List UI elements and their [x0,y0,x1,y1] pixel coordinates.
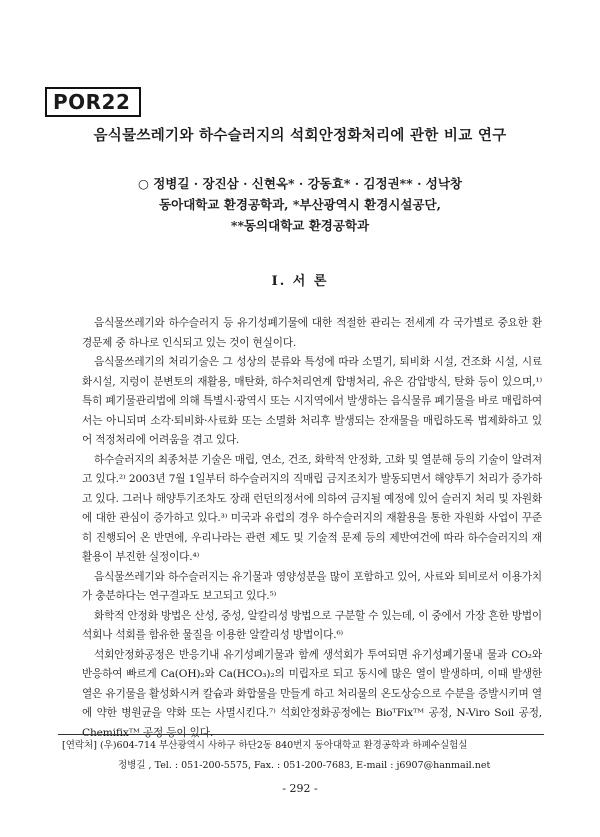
page-number: - 292 - [282,782,318,795]
affiliation-line-2: **동의대학교 환경공학과 [230,218,370,233]
author-list: ○ 정병길 · 장진삼 · 신현옥* · 강동효* · 김정권** · 성낙창 [137,176,463,191]
body-text [82,314,542,743]
paragraph-3: 하수슬러지의 최종처분 기술은 매립, 연소, 건조, 화학적 안정화, 고화 및 열분해 등의 기술이 알려져고 있다.²⁾ 2003년 7월 1일부터 하수슬러지의 직매립 금지조치가 발동되면서 해양투기 처리가 증가하고 있다. 그러나 해양투기조차도 장래 런던의정서에 의하여 금지될 예정에 있어 슬러지 처리 및 자원화에 대한 관심이 증가하고 있다.³⁾ 미국과 유럽의 경우 하수슬러지의 재활용을 통한 자원화 사업이 꾸준히 진행되어 온 반면에, 우리나라는 관련 제도 및 기술적 문제 등의 제반여건에 따라 하수슬러지의 재활용이 부진한 실정이다.⁴⁾ [82,453,542,563]
contact-address: [연락처] (우)604-714 부산광역시 사하구 하단2동 840번지 동아대학교 환경공학과 하폐수실험실 [62,740,468,751]
paper-code: POR22 [53,90,131,114]
paragraph-5: 화학적 안정화 방법은 산성, 중성, 알칼리성 방법으로 구분할 수 있는데, 이 중에서 가장 흔한 방법이 석회나 석회를 함유한 물질을 이용한 알칼리성 방법이다.⁶⁾ [82,609,542,641]
paper-code-box [45,87,141,117]
affiliation-line-1: 동아대학교 환경공학과, *부산광역시 환경시설공단, [159,197,441,212]
section-title: I. 서 론 [271,274,329,289]
paragraph-4: 음식물쓰레기와 하수슬러지는 유기물과 영양성분을 많이 포함하고 있어, 사료와 퇴비로서 이용가치가 충분하다는 연구결과도 보고되고 있다.⁵⁾ [82,570,542,602]
paper-title: 음식물쓰레기와 하수슬러지의 석회안정화처리에 관한 비교 연구 [93,128,507,144]
footer-divider [58,734,544,735]
paragraph-2: 음식물쓰레기의 처리기술은 그 성상의 분류와 특성에 따라 소멸기, 퇴비화 시설, 건조화 시설, 시료화시설, 지렁이 분변토의 재활용, 매탄화, 하수처리연계 합병처리, 유은 감압방식, 탄화 등이 있으며,¹⁾ 특히 폐기물관리법에 의해 특별시·광역시 또는 시지역에서 발생하는 음식물류 폐기물을 바로 매립하여서는 아니되며 소각·퇴비화·사료화 또는 소멸화 처리후 발생되는 잔재물을 매립하도록 법제화하고 있어 적정처리에 어려움을 겪고 있다. [82,356,542,446]
contact-details: 정병길 , Tel. : 051-200-5575, Fax. : 051-200-7683, E-mail : j6907@hanmail.net [118,760,491,771]
paragraph-1: 음식물쓰레기와 하수슬러지 등 유기성폐기물에 대한 적절한 관리는 전세계 각 국가별로 중요한 환경문제 중 하나로 인식되고 있는 것이 현실이다. [82,317,542,349]
paragraph-6: 석회안정화공정은 반응기내 유기성폐기물과 함께 생석회가 투여되면 유기성폐기물내 물과 CO₂와 반응하여 빠르게 Ca(OH)₂와 Ca(HCO₃)₂의 미립자로 되고 동시에 많은 열이 발생하며, 이때 발생한 열은 유기물을 활성화시켜 칼슘과 화합물을 만들게 하고 처리물의 온도상승으로 수분을 증발시키며 열에 약한 병원균을 약화 또는 사멸시킨다.⁷⁾ 석회안정화공정에는 BioᵀFixᵀᴹ 공정, N-Viro Soil 공정, Chemifixᵀᴹ 공정 등이 있다. [82,648,542,739]
